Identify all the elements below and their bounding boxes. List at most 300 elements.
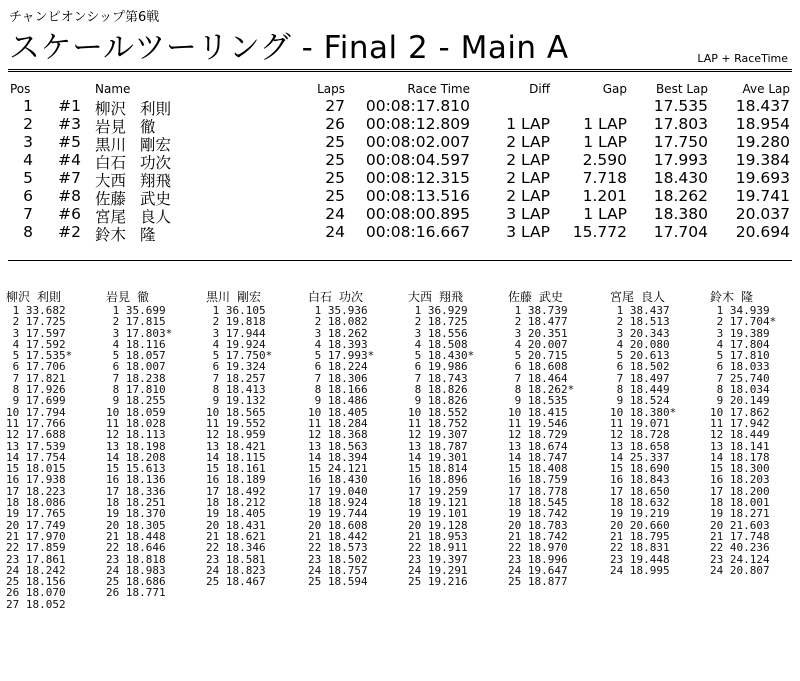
lap-time-entry: 21 18.953 <box>408 529 468 543</box>
lap-time-entry: 7 18.306 <box>308 371 368 385</box>
result-best-lap: 18.380 <box>653 205 708 223</box>
lap-time-entry: 15 18.408 <box>508 462 568 476</box>
lap-time-entry: 22 18.970 <box>508 541 568 555</box>
lap-time-entry: 16 17.938 <box>6 473 66 487</box>
lap-column-driver <box>106 288 206 305</box>
lap-time-entry: 7 17.821 <box>6 371 66 385</box>
lap-time-entry: 13 18.421 <box>206 439 266 453</box>
lap-time-entry: 22 17.859 <box>6 541 66 555</box>
lap-time-entry: 17 18.492 <box>206 484 266 498</box>
lap-time-entry: 1 35.699 <box>106 304 166 317</box>
lap-time-entry: 2 17.815 <box>106 315 166 329</box>
lap-time-entry: 9 20.149 <box>710 394 770 408</box>
result-best-lap: 17.993 <box>653 151 708 169</box>
result-race-time: 00:08:04.597 <box>365 151 470 169</box>
lap-time-entry: 19 18.271 <box>710 507 770 521</box>
lap-time-entry: 23 18.502 <box>308 552 368 566</box>
lap-time-entry: 20 21.603 <box>710 518 770 532</box>
result-row <box>0 97 800 118</box>
lap-time-entry: 18 18.212 <box>206 496 266 510</box>
lap-time-entry: 11 18.752 <box>408 416 468 430</box>
lap-time-entry: 22 18.911 <box>408 541 468 555</box>
result-ave-lap: 20.037 <box>735 205 790 223</box>
lap-time-entry: 24 18.757 <box>308 563 368 577</box>
lap-time-entry: 24 19.291 <box>408 563 468 577</box>
result-diff: 2 LAP <box>506 133 550 151</box>
driver-last-name: 鈴木 <box>95 226 127 244</box>
lap-time-entry: 26 18.771 <box>106 586 166 600</box>
result-ave-lap: 19.741 <box>735 187 790 205</box>
lap-time-entry: 10 18.415 <box>508 405 568 419</box>
result-ave-lap: 18.954 <box>735 115 790 133</box>
lap-time-entry: 4 20.007 <box>508 337 568 351</box>
lap-time-entry: 9 18.486 <box>308 394 368 408</box>
lap-time-entry: 16 18.843 <box>610 473 670 487</box>
lap-time-entry: 11 17.942 <box>710 416 770 430</box>
lap-time-entry: 16 18.136 <box>106 473 166 487</box>
result-race-time: 00:08:02.007 <box>365 133 470 151</box>
lap-time-entry: 18 18.251 <box>106 496 166 510</box>
result-car-number: #8 <box>58 187 81 205</box>
lap-column <box>308 288 408 587</box>
lap-time-entry: 4 19.924 <box>206 337 266 351</box>
lap-column-driver <box>206 288 306 305</box>
lap-column <box>6 288 106 610</box>
lap-time-entry: 6 19.986 <box>408 360 468 374</box>
driver-first-name: 良人 <box>140 208 172 226</box>
driver-last-name: 白石 <box>308 290 333 304</box>
lap-time-entry: 8 17.810 <box>106 383 166 397</box>
lap-time-entry: 3 17.803* <box>106 326 173 340</box>
lap-time-entry: 5 17.750* <box>206 349 273 363</box>
result-best-lap: 17.803 <box>653 115 708 133</box>
result-laps: 25 <box>325 151 345 169</box>
lap-time-entry: 27 18.052 <box>6 597 66 611</box>
lap-time-entry: 23 17.861 <box>6 552 66 566</box>
result-car-number: #4 <box>58 151 81 169</box>
lap-time-entry: 18 18.086 <box>6 496 66 510</box>
driver-first-name: 功次 <box>140 154 172 172</box>
lap-time-entry: 6 18.502 <box>610 360 670 374</box>
lap-time-entry: 11 19.552 <box>206 416 266 430</box>
result-laps: 26 <box>325 115 345 133</box>
lap-time-entry: 2 17.725 <box>6 315 66 329</box>
lap-time-entry: 14 18.208 <box>106 450 166 464</box>
lap-column-driver <box>308 288 408 305</box>
lap-time-entry: 17 18.200 <box>710 484 770 498</box>
result-pos: 6 <box>23 187 33 205</box>
driver-last-name: 黒川 <box>206 290 231 304</box>
lap-column-driver <box>710 288 800 305</box>
lap-time-entry: 15 18.015 <box>6 462 66 476</box>
lap-time-entry: 10 17.794 <box>6 405 66 419</box>
lap-time-entry: 19 19.744 <box>308 507 368 521</box>
lap-time-entry: 3 20.351 <box>508 326 568 340</box>
lap-time-entry: 13 17.539 <box>6 439 66 453</box>
lap-time-entry: 3 19.389 <box>710 326 770 340</box>
driver-first-name: 功次 <box>339 290 364 304</box>
lap-time-entry: 12 18.729 <box>508 428 568 442</box>
result-race-time: 00:08:16.667 <box>365 223 470 241</box>
lap-column <box>106 288 206 599</box>
lap-time-entry: 8 17.926 <box>6 383 66 397</box>
result-row <box>0 115 800 136</box>
lap-time-entry: 2 18.725 <box>408 315 468 329</box>
lap-time-entry: 9 17.699 <box>6 394 66 408</box>
driver-last-name: 大西 <box>95 172 127 190</box>
lap-time-entry: 1 33.682 <box>6 304 66 317</box>
driver-last-name: 白石 <box>95 154 127 172</box>
lap-time-entry: 24 20.807 <box>710 563 770 577</box>
lap-time-entry: 22 18.646 <box>106 541 166 555</box>
lap-time-entry: 5 17.810 <box>710 349 770 363</box>
lap-time-entry: 16 18.189 <box>206 473 266 487</box>
lap-time-entry: 10 18.565 <box>206 405 266 419</box>
lap-time-entry: 3 20.343 <box>610 326 670 340</box>
lap-time-entry: 2 18.513 <box>610 315 670 329</box>
driver-first-name: 剛宏 <box>237 290 262 304</box>
lap-time-entry: 17 18.223 <box>6 484 66 498</box>
result-best-lap: 18.262 <box>653 187 708 205</box>
lap-time-entry: 23 18.581 <box>206 552 266 566</box>
lap-column <box>710 288 800 576</box>
lap-time-entry: 20 18.783 <box>508 518 568 532</box>
lap-time-entry: 11 19.546 <box>508 416 568 430</box>
lap-time-entry: 18 19.121 <box>408 496 468 510</box>
result-ave-lap: 19.693 <box>735 169 790 187</box>
lap-time-entry: 19 18.370 <box>106 507 166 521</box>
lap-time-entry: 2 19.818 <box>206 315 266 329</box>
lap-time-entry: 15 18.161 <box>206 462 266 476</box>
lap-time-entry: 14 18.394 <box>308 450 368 464</box>
lap-time-entry: 10 18.552 <box>408 405 468 419</box>
lap-time-entry: 1 36.105 <box>206 304 266 317</box>
lap-time-entry: 4 18.508 <box>408 337 468 351</box>
lap-time-entry: 4 20.080 <box>610 337 670 351</box>
result-race-time: 00:08:13.516 <box>365 187 470 205</box>
result-row <box>0 223 800 244</box>
lap-column <box>206 288 306 587</box>
col-name: Name <box>95 82 131 96</box>
lap-time-entry: 17 19.040 <box>308 484 368 498</box>
lap-time-entry: 22 18.831 <box>610 541 670 555</box>
lap-time-entry: 5 20.715 <box>508 349 568 363</box>
driver-first-name: 武史 <box>140 190 172 208</box>
lap-time-entry: 7 25.740 <box>710 371 770 385</box>
driver-last-name: 岩見 <box>106 290 131 304</box>
lap-time-entry: 23 18.818 <box>106 552 166 566</box>
lap-time-entry: 23 19.448 <box>610 552 670 566</box>
lap-time-entry: 11 18.028 <box>106 416 166 430</box>
lap-column-driver <box>408 288 508 305</box>
lap-time-entry: 19 18.405 <box>206 507 266 521</box>
col-best-lap: Best Lap <box>655 82 708 96</box>
lap-time-entry: 12 17.688 <box>6 428 66 442</box>
lap-time-entry: 21 18.742 <box>508 529 568 543</box>
result-pos: 3 <box>23 133 33 151</box>
lap-time-entry: 23 19.397 <box>408 552 468 566</box>
result-ave-lap: 19.280 <box>735 133 790 151</box>
lap-time-entry: 13 18.787 <box>408 439 468 453</box>
driver-last-name: 佐藤 <box>95 190 127 208</box>
lap-time-entry: 10 18.380* <box>610 405 677 419</box>
result-gap: 1 LAP <box>583 115 627 133</box>
lap-time-entry: 24 18.242 <box>6 563 66 577</box>
lap-time-entry: 8 18.826 <box>408 383 468 397</box>
lap-time-entry: 6 18.224 <box>308 360 368 374</box>
result-row <box>0 151 800 172</box>
result-best-lap: 17.535 <box>653 97 708 115</box>
lap-column <box>508 288 608 587</box>
result-best-lap: 17.704 <box>653 223 708 241</box>
col-laps: Laps <box>317 82 345 96</box>
lap-time-entry: 14 18.747 <box>508 450 568 464</box>
lap-time-entry: 17 18.336 <box>106 484 166 498</box>
lap-time-entry: 1 34.939 <box>710 304 770 317</box>
lap-time-entry: 24 18.823 <box>206 563 266 577</box>
driver-first-name: 徹 <box>137 290 150 304</box>
result-diff: 3 LAP <box>506 223 550 241</box>
lap-time-entry: 18 18.632 <box>610 496 670 510</box>
result-best-lap: 17.750 <box>653 133 708 151</box>
lap-time-entry: 7 18.238 <box>106 371 166 385</box>
lap-time-entry: 2 18.477 <box>508 315 568 329</box>
lap-time-entry: 21 17.748 <box>710 529 770 543</box>
driver-last-name: 黒川 <box>95 136 127 154</box>
lap-time-entry: 20 18.608 <box>308 518 368 532</box>
lap-time-entry: 14 25.337 <box>610 450 670 464</box>
lap-time-entry: 3 17.597 <box>6 326 66 340</box>
lap-time-entry: 1 38.437 <box>610 304 670 317</box>
driver-first-name: 利則 <box>37 290 62 304</box>
lap-column-driver <box>508 288 608 305</box>
result-ave-lap: 18.437 <box>735 97 790 115</box>
lap-time-entry: 18 18.545 <box>508 496 568 510</box>
lap-time-entry: 17 18.778 <box>508 484 568 498</box>
lap-column <box>610 288 710 576</box>
driver-last-name: 岩見 <box>95 118 127 136</box>
result-pos: 4 <box>23 151 33 169</box>
lap-time-entry: 12 18.368 <box>308 428 368 442</box>
lap-time-entry: 25 18.877 <box>508 575 568 589</box>
lap-time-entry: 24 18.983 <box>106 563 166 577</box>
lap-time-entry: 19 18.742 <box>508 507 568 521</box>
page-title: スケールツーリング - Final 2 - Main A <box>9 30 569 66</box>
result-ave-lap: 20.694 <box>735 223 790 241</box>
lap-time-entry: 19 17.765 <box>6 507 66 521</box>
lap-time-entry: 8 18.413 <box>206 383 266 397</box>
result-gap: 7.718 <box>582 169 627 187</box>
result-race-time: 00:08:12.809 <box>365 115 470 133</box>
lap-time-entry: 18 18.001 <box>710 496 770 510</box>
col-diff: Diff <box>529 82 550 96</box>
lap-time-entry: 3 18.262 <box>308 326 368 340</box>
lap-time-entry: 7 18.497 <box>610 371 670 385</box>
result-laps: 25 <box>325 187 345 205</box>
result-driver-name <box>95 223 156 245</box>
result-gap: 1.201 <box>582 187 627 205</box>
result-laps: 24 <box>325 223 345 241</box>
lap-time-entry: 4 17.592 <box>6 337 66 351</box>
results-body <box>0 97 800 244</box>
lap-time-entry: 14 18.115 <box>206 450 266 464</box>
lap-time-entry: 21 18.448 <box>106 529 166 543</box>
lap-time-entry: 14 18.178 <box>710 450 770 464</box>
driver-last-name: 鈴木 <box>710 290 735 304</box>
result-diff: 1 LAP <box>506 115 550 133</box>
result-gap: 2.590 <box>582 151 627 169</box>
lap-time-entry: 7 18.743 <box>408 371 468 385</box>
lap-time-entry: 16 18.759 <box>508 473 568 487</box>
result-diff: 2 LAP <box>506 151 550 169</box>
result-race-time: 00:08:00.895 <box>365 205 470 223</box>
driver-first-name: 良人 <box>641 290 666 304</box>
results-header-row <box>0 80 800 97</box>
lap-time-entry: 21 18.442 <box>308 529 368 543</box>
lap-time-entry: 13 18.674 <box>508 439 568 453</box>
result-laps: 24 <box>325 205 345 223</box>
result-laps: 27 <box>325 97 345 115</box>
col-ave-lap: Ave Lap <box>742 82 790 96</box>
lap-time-entry: 6 18.007 <box>106 360 166 374</box>
lap-time-entry: 21 17.970 <box>6 529 66 543</box>
result-gap: 1 LAP <box>583 205 627 223</box>
driver-last-name: 柳沢 <box>95 100 127 118</box>
lap-time-entry: 5 17.535* <box>6 349 73 363</box>
result-ave-lap: 19.384 <box>735 151 790 169</box>
lap-time-entry: 23 18.996 <box>508 552 568 566</box>
result-race-time: 00:08:17.810 <box>365 97 470 115</box>
result-car-number: #7 <box>58 169 81 187</box>
lap-time-entry: 22 18.573 <box>308 541 368 555</box>
lap-time-entry: 21 18.795 <box>610 529 670 543</box>
result-car-number: #3 <box>58 115 81 133</box>
result-pos: 8 <box>23 223 33 241</box>
driver-first-name: 隆 <box>140 226 156 244</box>
result-row <box>0 205 800 226</box>
lap-time-entry: 12 18.728 <box>610 428 670 442</box>
driver-first-name: 剛宏 <box>140 136 172 154</box>
result-gap: 1 LAP <box>583 133 627 151</box>
result-pos: 1 <box>23 97 33 115</box>
lap-time-entry: 20 18.431 <box>206 518 266 532</box>
lap-time-entry: 7 18.257 <box>206 371 266 385</box>
lap-time-entry: 18 18.924 <box>308 496 368 510</box>
lap-column-driver <box>6 288 106 305</box>
lap-time-entry: 15 24.121 <box>308 462 368 476</box>
lap-time-entry: 9 18.535 <box>508 394 568 408</box>
lap-time-entry: 4 18.116 <box>106 337 166 351</box>
lap-time-entry: 16 18.430 <box>308 473 368 487</box>
lap-time-entry: 3 17.944 <box>206 326 266 340</box>
lap-time-entry: 12 18.449 <box>710 428 770 442</box>
lap-time-entry: 9 18.524 <box>610 394 670 408</box>
lap-time-entry: 24 19.647 <box>508 563 568 577</box>
lap-time-entry: 16 18.896 <box>408 473 468 487</box>
event-subtitle: チャンピオンシップ第6戦 <box>9 10 160 25</box>
lap-time-entry: 9 18.826 <box>408 394 468 408</box>
lap-time-entry: 25 18.467 <box>206 575 266 589</box>
driver-last-name: 大西 <box>408 290 433 304</box>
result-laps: 25 <box>325 169 345 187</box>
lap-time-entry: 13 18.563 <box>308 439 368 453</box>
result-row <box>0 187 800 208</box>
lap-time-entry: 22 18.346 <box>206 541 266 555</box>
driver-first-name: 翔飛 <box>140 172 172 190</box>
result-car-number: #6 <box>58 205 81 223</box>
lap-time-entry: 3 18.556 <box>408 326 468 340</box>
lap-time-entry: 6 17.706 <box>6 360 66 374</box>
result-car-number: #1 <box>58 97 81 115</box>
lap-time-entry: 22 40.236 <box>710 541 770 555</box>
driver-last-name: 柳沢 <box>6 290 31 304</box>
lap-time-entry: 23 24.124 <box>710 552 770 566</box>
lap-time-entry: 6 18.608 <box>508 360 568 374</box>
lap-column-driver <box>610 288 710 305</box>
lap-time-entry: 2 17.704* <box>710 315 777 329</box>
lap-time-entry: 5 20.613 <box>610 349 670 363</box>
driver-first-name: 徹 <box>140 118 156 136</box>
driver-last-name: 佐藤 <box>508 290 533 304</box>
result-laps: 25 <box>325 133 345 151</box>
lap-time-entry: 20 19.128 <box>408 518 468 532</box>
lap-time-entry: 25 18.156 <box>6 575 66 589</box>
lap-time-entry: 24 18.995 <box>610 563 670 577</box>
lap-time-entry: 17 18.650 <box>610 484 670 498</box>
lap-time-entry: 13 18.198 <box>106 439 166 453</box>
lap-time-entry: 15 18.300 <box>710 462 770 476</box>
lap-time-entry: 15 15.613 <box>106 462 166 476</box>
lap-time-entry: 11 19.071 <box>610 416 670 430</box>
lap-time-entry: 13 18.658 <box>610 439 670 453</box>
result-pos: 5 <box>23 169 33 187</box>
report-type-label: LAP + RaceTime <box>697 52 788 65</box>
lap-time-entry: 14 19.301 <box>408 450 468 464</box>
lap-time-entry: 12 19.307 <box>408 428 468 442</box>
lap-time-entry: 8 18.449 <box>610 383 670 397</box>
lap-time-entry: 9 19.132 <box>206 394 266 408</box>
driver-first-name: 隆 <box>741 290 754 304</box>
lap-time-entry: 9 18.255 <box>106 394 166 408</box>
lap-time-entry: 1 38.739 <box>508 304 568 317</box>
lap-time-entry: 12 18.959 <box>206 428 266 442</box>
lap-time-entry: 15 18.690 <box>610 462 670 476</box>
result-pos: 2 <box>23 115 33 133</box>
result-row <box>0 133 800 154</box>
results-table <box>0 80 800 244</box>
lap-time-entry: 17 19.259 <box>408 484 468 498</box>
lap-time-entry: 21 18.621 <box>206 529 266 543</box>
driver-first-name: 翔飛 <box>439 290 464 304</box>
lap-time-entry: 10 17.862 <box>710 405 770 419</box>
driver-last-name: 宮尾 <box>610 290 635 304</box>
lap-time-entry: 26 18.070 <box>6 586 66 600</box>
lap-time-entry: 5 18.057 <box>106 349 166 363</box>
result-car-number: #5 <box>58 133 81 151</box>
lap-time-entry: 6 18.033 <box>710 360 770 374</box>
lap-time-entry: 8 18.166 <box>308 383 368 397</box>
lap-time-entry: 11 18.284 <box>308 416 368 430</box>
col-gap: Gap <box>602 82 627 96</box>
result-gap: 15.772 <box>572 223 627 241</box>
lap-time-entry: 6 19.324 <box>206 360 266 374</box>
lap-time-entry: 1 35.936 <box>308 304 368 317</box>
lap-time-entry: 19 19.219 <box>610 507 670 521</box>
lap-time-entry: 25 18.686 <box>106 575 166 589</box>
lap-time-entry: 20 18.305 <box>106 518 166 532</box>
result-car-number: #2 <box>58 223 81 241</box>
col-race-time: Race Time <box>407 82 470 96</box>
